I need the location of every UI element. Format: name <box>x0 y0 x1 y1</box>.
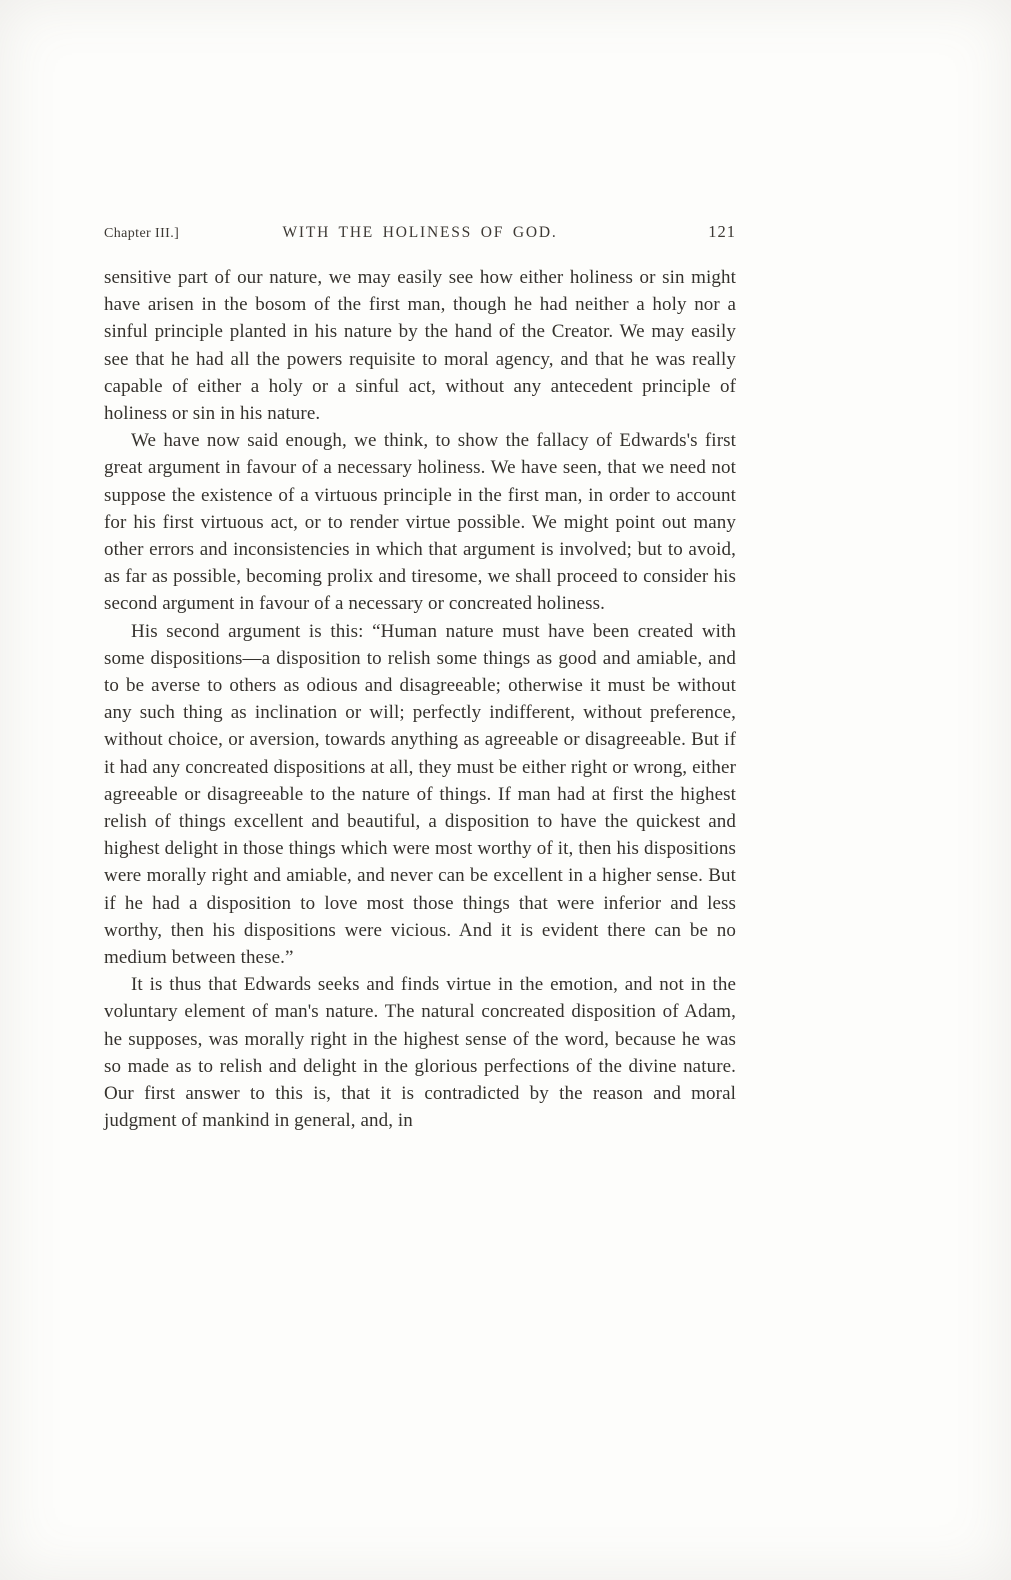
text-block <box>104 222 736 1135</box>
paragraph: sensitive part of our nature, we may easily see how either holiness or sin might have arisen in the bosom of the first man, though he had neither a holy nor a sinful principle planted in his nature by the hand of the Creator. We may easily see that he had all the powers requisite to moral agency, and that he was really capable of either a holy or a sinful act, without any antecedent principle of holiness or sin in his nature. <box>104 267 736 425</box>
paragraph: It is thus that Edwards seeks and finds virtue in the emotion, and not in the voluntary element of man's nature. The natural concreated disposition of Adam, he supposes, was morally right in the highest sense of the word, because he was so made as to relish and delight in the glorious perfections of the divine nature. Our first answer to this is, that it is contradicted by the reason and moral judgment of mankind in general, and, in <box>104 974 736 1132</box>
paragraph: We have now said enough, we think, to show the fallacy of Edwards's first great argument in favour of a necessary holiness. We have seen, that we need not suppose the existence of a virtuous principle in the first man, in order to account for his first virtuous act, or to render virtue possible. We might point out many other errors and inconsistencies in which that argument is involved; but to avoid, as far as possible, becoming prolix and tiresome, we shall proceed to consider his second argument in favour of a necessary or concreated holiness. <box>104 430 736 615</box>
paragraph: His second argument is this: “Human nature must have been created with some dispositions—a disposition to relish some things as good and amiable, and to be averse to others as odious and disagreeable; otherwise it must be without any such thing as inclination or will; perfectly indifferent, without preference, without choice, or aversion, towards anything as agreeable or disagreeable. But if it had any concreated dispositions at all, they must be either right or wrong, either agreeable or disagreeable to the nature of things. If man had at first the highest relish of things excellent and beautiful, a disposition to have the quickest and highest delight in those things which were most worthy of it, then his dispositions were morally right and amiable, and never can be excellent in a higher sense. But if he had a disposition to love most those things that were inferior and less worthy, then his dispositions were vicious. And it is evident there can be no medium between these.” <box>104 620 736 969</box>
running-header <box>104 222 736 242</box>
running-title: WITH THE HOLINESS OF GOD. <box>282 224 558 241</box>
page-number: 121 <box>708 222 736 241</box>
chapter-label: Chapter III.] <box>104 226 180 241</box>
